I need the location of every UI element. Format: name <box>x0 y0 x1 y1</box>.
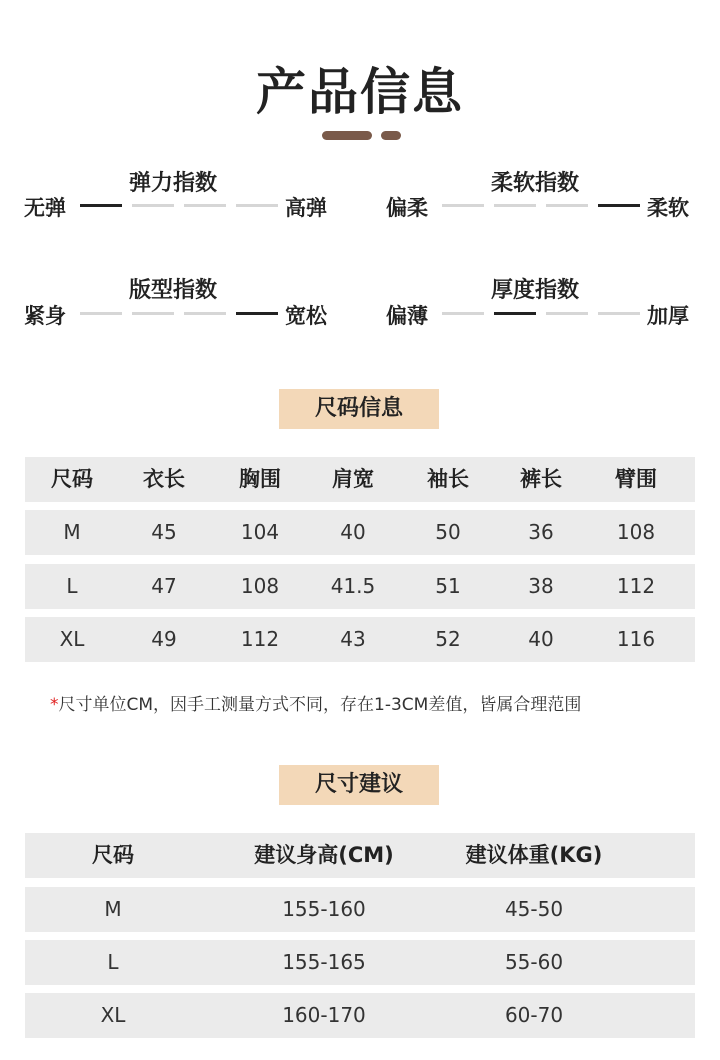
scale-right-label: 高弹 <box>285 196 327 220</box>
scale-segment <box>132 204 174 207</box>
table-cell: 41.5 <box>330 574 376 598</box>
table-cell: XL <box>100 1003 126 1027</box>
table-cell: 尺码 <box>92 843 134 867</box>
table-cell: 160-170 <box>282 1003 366 1027</box>
table-cell: 40 <box>528 627 554 651</box>
scale-segment <box>494 312 536 315</box>
table-header-row <box>25 457 695 502</box>
table-cell: 裤长 <box>520 467 562 491</box>
size-info-tag: 尺码信息 <box>279 389 439 429</box>
table-cell: 108 <box>240 574 280 598</box>
table-cell: 104 <box>240 520 280 544</box>
table-cell: 45-50 <box>504 897 564 921</box>
scale-left-label: 偏柔 <box>386 196 428 220</box>
scale-segment <box>442 312 484 315</box>
scale-name: 厚度指数 <box>491 278 580 303</box>
scale-segment <box>80 204 122 207</box>
table-cell: 衣长 <box>143 467 185 491</box>
table-cell: 49 <box>151 627 177 651</box>
scale-segment <box>236 312 278 315</box>
scale-right-label: 柔软 <box>647 196 689 220</box>
scale-name: 版型指数 <box>129 278 218 303</box>
table-cell: 建议体重(KG) <box>465 843 603 867</box>
scale-left-label: 偏薄 <box>386 304 428 328</box>
scale-segment <box>80 312 122 315</box>
table-cell: 60-70 <box>504 1003 564 1027</box>
scale-segment <box>184 312 226 315</box>
table-cell: M <box>104 897 122 921</box>
page-title: 产品信息 <box>256 63 464 121</box>
table-cell: L <box>66 574 78 598</box>
table-cell: XL <box>59 627 85 651</box>
scale-right-label: 宽松 <box>285 304 327 328</box>
title-decoration-long <box>322 131 372 140</box>
table-cell: 40 <box>340 520 366 544</box>
table-header-row <box>25 833 695 878</box>
table-row <box>25 510 695 555</box>
table-cell: 112 <box>616 574 656 598</box>
table-cell: 45 <box>151 520 177 544</box>
table-cell: 建议身高(CM) <box>254 843 394 867</box>
table-cell: 51 <box>435 574 461 598</box>
table-row <box>25 564 695 609</box>
table-row <box>25 993 695 1038</box>
scale-left-label: 无弹 <box>24 196 66 220</box>
measurement-note <box>50 690 581 715</box>
table-row <box>25 887 695 932</box>
scale-segment <box>132 312 174 315</box>
title-decoration-short <box>381 131 401 140</box>
scale-segment <box>546 312 588 315</box>
table-cell: 尺码 <box>51 467 93 491</box>
table-cell: 52 <box>435 627 461 651</box>
scale-segment <box>546 204 588 207</box>
size-advice-tag: 尺寸建议 <box>279 765 439 805</box>
table-cell: 55-60 <box>504 950 564 974</box>
scale-right-label: 加厚 <box>647 304 689 328</box>
table-cell: 袖长 <box>427 467 469 491</box>
scale-name: 弹力指数 <box>129 171 218 196</box>
table-cell: 38 <box>528 574 554 598</box>
table-cell: 臂围 <box>615 467 657 491</box>
table-cell: 肩宽 <box>332 467 374 491</box>
table-row <box>25 617 695 662</box>
scale-segment <box>236 204 278 207</box>
table-cell: L <box>107 950 119 974</box>
scale-left-label: 紧身 <box>24 304 66 328</box>
table-cell: 胸围 <box>239 467 281 491</box>
scale-segment <box>598 204 640 207</box>
scale-segment <box>184 204 226 207</box>
scale-segment <box>598 312 640 315</box>
scale-segment <box>494 204 536 207</box>
table-cell: 47 <box>151 574 177 598</box>
table-cell: 43 <box>340 627 366 651</box>
table-cell: 155-165 <box>282 950 366 974</box>
scale-segment <box>442 204 484 207</box>
scale-name: 柔软指数 <box>491 171 580 196</box>
table-cell: 50 <box>435 520 461 544</box>
table-row <box>25 940 695 985</box>
table-cell: M <box>63 520 81 544</box>
table-cell: 112 <box>240 627 280 651</box>
note-star: * <box>50 695 59 715</box>
table-cell: 155-160 <box>282 897 366 921</box>
note-text: 尺寸单位CM，因手工测量方式不同，存在1-3CM差值，皆属合理范围 <box>58 695 582 715</box>
table-cell: 36 <box>528 520 554 544</box>
table-cell: 108 <box>616 520 656 544</box>
table-cell: 116 <box>616 627 656 651</box>
